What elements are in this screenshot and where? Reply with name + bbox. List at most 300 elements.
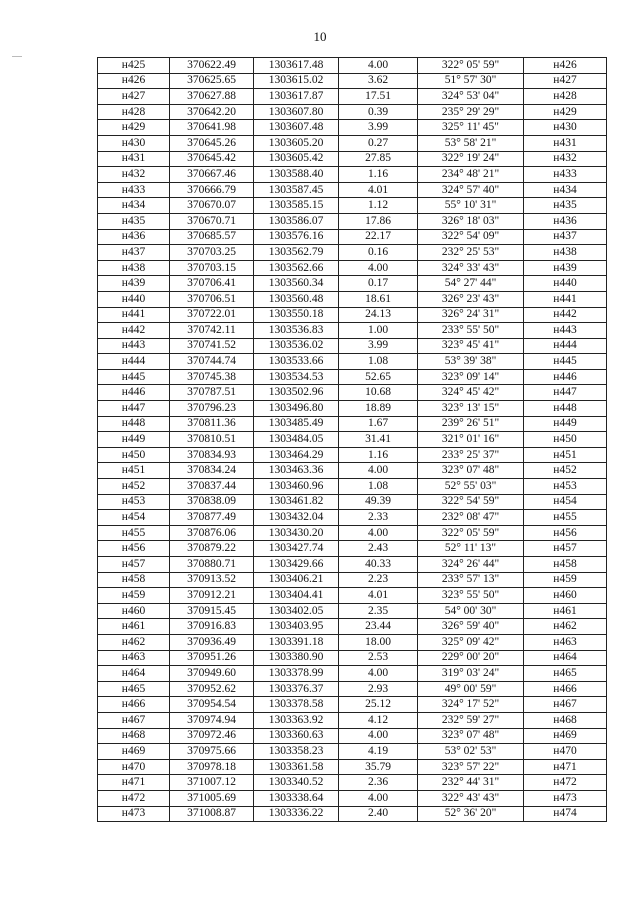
table-row <box>98 634 607 650</box>
y-coordinate-cell: 1303536.83 <box>254 323 339 339</box>
table-row <box>98 588 607 604</box>
x-coordinate-cell: 370834.93 <box>170 447 254 463</box>
distance-cell: 4.12 <box>339 712 418 728</box>
bearing-cell: 323° 07' 48" <box>418 728 524 744</box>
point-from-cell: н468 <box>98 728 170 744</box>
y-coordinate-cell: 1303464.29 <box>254 447 339 463</box>
distance-cell: 0.16 <box>339 245 418 261</box>
table-row <box>98 369 607 385</box>
point-from-cell: н442 <box>98 323 170 339</box>
y-coordinate-cell: 1303587.45 <box>254 182 339 198</box>
y-coordinate-cell: 1303550.18 <box>254 307 339 323</box>
distance-cell: 4.00 <box>339 790 418 806</box>
point-from-cell: н436 <box>98 229 170 245</box>
distance-cell: 4.00 <box>339 58 418 74</box>
x-coordinate-cell: 370975.66 <box>170 744 254 760</box>
x-coordinate-cell: 370627.88 <box>170 89 254 105</box>
y-coordinate-cell: 1303363.92 <box>254 712 339 728</box>
y-coordinate-cell: 1303340.52 <box>254 775 339 791</box>
point-to-cell: н467 <box>524 697 607 713</box>
point-from-cell: н449 <box>98 432 170 448</box>
y-coordinate-cell: 1303427.74 <box>254 541 339 557</box>
point-to-cell: н436 <box>524 213 607 229</box>
table-row <box>98 213 607 229</box>
y-coordinate-cell: 1303360.63 <box>254 728 339 744</box>
bearing-cell: 233° 25' 37" <box>418 447 524 463</box>
table-row <box>98 245 607 261</box>
x-coordinate-cell: 370879.22 <box>170 541 254 557</box>
point-to-cell: н452 <box>524 463 607 479</box>
y-coordinate-cell: 1303560.48 <box>254 291 339 307</box>
y-coordinate-cell: 1303406.21 <box>254 572 339 588</box>
bearing-cell: 52° 36' 20" <box>418 806 524 822</box>
bearing-cell: 323° 07' 48" <box>418 463 524 479</box>
point-from-cell: н450 <box>98 447 170 463</box>
distance-cell: 4.01 <box>339 182 418 198</box>
bearing-cell: 233° 57' 13" <box>418 572 524 588</box>
point-to-cell: н449 <box>524 416 607 432</box>
y-coordinate-cell: 1303378.58 <box>254 697 339 713</box>
point-to-cell: н426 <box>524 58 607 74</box>
x-coordinate-cell: 370951.26 <box>170 650 254 666</box>
point-to-cell: н438 <box>524 245 607 261</box>
distance-cell: 17.86 <box>339 213 418 229</box>
point-to-cell: н473 <box>524 790 607 806</box>
y-coordinate-cell: 1303605.42 <box>254 151 339 167</box>
table-row <box>98 603 607 619</box>
bearing-cell: 326° 18' 03" <box>418 213 524 229</box>
point-from-cell: н458 <box>98 572 170 588</box>
table-row <box>98 479 607 495</box>
y-coordinate-cell: 1303378.99 <box>254 666 339 682</box>
distance-cell: 0.39 <box>339 104 418 120</box>
table-row <box>98 728 607 744</box>
distance-cell: 4.00 <box>339 666 418 682</box>
bearing-cell: 232° 25' 53" <box>418 245 524 261</box>
y-coordinate-cell: 1303533.66 <box>254 354 339 370</box>
table-row <box>98 354 607 370</box>
x-coordinate-cell: 370685.57 <box>170 229 254 245</box>
bearing-cell: 54° 27' 44" <box>418 276 524 292</box>
table-row <box>98 167 607 183</box>
distance-cell: 4.00 <box>339 525 418 541</box>
y-coordinate-cell: 1303560.34 <box>254 276 339 292</box>
y-coordinate-cell: 1303617.87 <box>254 89 339 105</box>
point-to-cell: н454 <box>524 494 607 510</box>
point-to-cell: н437 <box>524 229 607 245</box>
bearing-cell: 326° 24' 31" <box>418 307 524 323</box>
table-row <box>98 307 607 323</box>
point-from-cell: н457 <box>98 557 170 573</box>
x-coordinate-cell: 370796.23 <box>170 401 254 417</box>
point-from-cell: н426 <box>98 73 170 89</box>
point-to-cell: н463 <box>524 634 607 650</box>
y-coordinate-cell: 1303607.48 <box>254 120 339 136</box>
distance-cell: 2.53 <box>339 650 418 666</box>
x-coordinate-cell: 370915.45 <box>170 603 254 619</box>
distance-cell: 49.39 <box>339 494 418 510</box>
distance-cell: 2.35 <box>339 603 418 619</box>
bearing-cell: 52° 55' 03" <box>418 479 524 495</box>
y-coordinate-cell: 1303338.64 <box>254 790 339 806</box>
point-to-cell: н460 <box>524 588 607 604</box>
point-from-cell: н465 <box>98 681 170 697</box>
point-from-cell: н441 <box>98 307 170 323</box>
bearing-cell: 54° 00' 30" <box>418 603 524 619</box>
point-from-cell: н427 <box>98 89 170 105</box>
bearing-cell: 324° 53' 04" <box>418 89 524 105</box>
bearing-cell: 232° 59' 27" <box>418 712 524 728</box>
y-coordinate-cell: 1303484.05 <box>254 432 339 448</box>
distance-cell: 24.13 <box>339 307 418 323</box>
y-coordinate-cell: 1303403.95 <box>254 619 339 635</box>
table-row <box>98 619 607 635</box>
bearing-cell: 324° 33' 43" <box>418 260 524 276</box>
point-to-cell: н429 <box>524 104 607 120</box>
table-row <box>98 650 607 666</box>
x-coordinate-cell: 370703.25 <box>170 245 254 261</box>
point-to-cell: н461 <box>524 603 607 619</box>
point-from-cell: н456 <box>98 541 170 557</box>
distance-cell: 1.00 <box>339 323 418 339</box>
point-to-cell: н440 <box>524 276 607 292</box>
point-from-cell: н467 <box>98 712 170 728</box>
bearing-cell: 326° 59' 40" <box>418 619 524 635</box>
table-row <box>98 198 607 214</box>
point-from-cell: н451 <box>98 463 170 479</box>
x-coordinate-cell: 370670.71 <box>170 213 254 229</box>
point-to-cell: н458 <box>524 557 607 573</box>
table-row <box>98 432 607 448</box>
point-to-cell: н427 <box>524 73 607 89</box>
distance-cell: 25.12 <box>339 697 418 713</box>
distance-cell: 27.85 <box>339 151 418 167</box>
y-coordinate-cell: 1303361.58 <box>254 759 339 775</box>
table-row <box>98 697 607 713</box>
point-to-cell: н431 <box>524 135 607 151</box>
table-row <box>98 151 607 167</box>
x-coordinate-cell: 370744.74 <box>170 354 254 370</box>
point-from-cell: н432 <box>98 167 170 183</box>
x-coordinate-cell: 370645.26 <box>170 135 254 151</box>
bearing-cell: 235° 29' 29" <box>418 104 524 120</box>
x-coordinate-cell: 370978.18 <box>170 759 254 775</box>
table-row <box>98 525 607 541</box>
bearing-cell: 52° 11' 13" <box>418 541 524 557</box>
y-coordinate-cell: 1303391.18 <box>254 634 339 650</box>
point-from-cell: н462 <box>98 634 170 650</box>
x-coordinate-cell: 370622.49 <box>170 58 254 74</box>
distance-cell: 52.65 <box>339 369 418 385</box>
point-from-cell: н470 <box>98 759 170 775</box>
table-row <box>98 572 607 588</box>
bearing-cell: 51° 57' 30" <box>418 73 524 89</box>
point-from-cell: н469 <box>98 744 170 760</box>
table-row <box>98 182 607 198</box>
point-to-cell: н442 <box>524 307 607 323</box>
x-coordinate-cell: 370972.46 <box>170 728 254 744</box>
point-to-cell: н466 <box>524 681 607 697</box>
distance-cell: 23.44 <box>339 619 418 635</box>
point-to-cell: н433 <box>524 167 607 183</box>
y-coordinate-cell: 1303576.16 <box>254 229 339 245</box>
point-from-cell: н447 <box>98 401 170 417</box>
y-coordinate-cell: 1303502.96 <box>254 385 339 401</box>
distance-cell: 1.16 <box>339 447 418 463</box>
x-coordinate-cell: 370641.98 <box>170 120 254 136</box>
bearing-cell: 53° 02' 53" <box>418 744 524 760</box>
y-coordinate-cell: 1303605.20 <box>254 135 339 151</box>
point-to-cell: н471 <box>524 759 607 775</box>
table-row <box>98 323 607 339</box>
y-coordinate-cell: 1303536.02 <box>254 338 339 354</box>
distance-cell: 2.40 <box>339 806 418 822</box>
distance-cell: 17.51 <box>339 89 418 105</box>
x-coordinate-cell: 370787.51 <box>170 385 254 401</box>
table-row <box>98 104 607 120</box>
bearing-cell: 325° 09' 42" <box>418 634 524 650</box>
point-to-cell: н457 <box>524 541 607 557</box>
point-to-cell: н434 <box>524 182 607 198</box>
point-to-cell: н451 <box>524 447 607 463</box>
point-to-cell: н443 <box>524 323 607 339</box>
distance-cell: 3.99 <box>339 338 418 354</box>
point-from-cell: н443 <box>98 338 170 354</box>
x-coordinate-cell: 370703.15 <box>170 260 254 276</box>
table-row <box>98 276 607 292</box>
distance-cell: 2.23 <box>339 572 418 588</box>
x-coordinate-cell: 370666.79 <box>170 182 254 198</box>
y-coordinate-cell: 1303430.20 <box>254 525 339 541</box>
x-coordinate-cell: 370706.41 <box>170 276 254 292</box>
point-to-cell: н468 <box>524 712 607 728</box>
bearing-cell: 321° 01' 16" <box>418 432 524 448</box>
point-to-cell: н450 <box>524 432 607 448</box>
x-coordinate-cell: 370974.94 <box>170 712 254 728</box>
table-row <box>98 666 607 682</box>
table-row <box>98 416 607 432</box>
point-to-cell: н441 <box>524 291 607 307</box>
bearing-cell: 319° 03' 24" <box>418 666 524 682</box>
y-coordinate-cell: 1303380.90 <box>254 650 339 666</box>
table-row <box>98 541 607 557</box>
table-row <box>98 291 607 307</box>
y-coordinate-cell: 1303429.66 <box>254 557 339 573</box>
table-row <box>98 89 607 105</box>
point-from-cell: н453 <box>98 494 170 510</box>
point-to-cell: н448 <box>524 401 607 417</box>
point-from-cell: н459 <box>98 588 170 604</box>
point-from-cell: н454 <box>98 510 170 526</box>
point-to-cell: н464 <box>524 650 607 666</box>
point-from-cell: н466 <box>98 697 170 713</box>
point-to-cell: н439 <box>524 260 607 276</box>
table-row <box>98 806 607 822</box>
distance-cell: 18.00 <box>339 634 418 650</box>
y-coordinate-cell: 1303615.02 <box>254 73 339 89</box>
point-from-cell: н434 <box>98 198 170 214</box>
y-coordinate-cell: 1303534.53 <box>254 369 339 385</box>
y-coordinate-cell: 1303404.41 <box>254 588 339 604</box>
bearing-cell: 324° 26' 44" <box>418 557 524 573</box>
table-row <box>98 775 607 791</box>
table-row <box>98 135 607 151</box>
point-from-cell: н445 <box>98 369 170 385</box>
bearing-cell: 232° 44' 31" <box>418 775 524 791</box>
distance-cell: 3.62 <box>339 73 418 89</box>
point-to-cell: н428 <box>524 89 607 105</box>
coordinates-table <box>97 57 607 822</box>
table-row <box>98 790 607 806</box>
bearing-cell: 323° 57' 22" <box>418 759 524 775</box>
distance-cell: 4.19 <box>339 744 418 760</box>
x-coordinate-cell: 370645.42 <box>170 151 254 167</box>
point-to-cell: н447 <box>524 385 607 401</box>
bearing-cell: 234° 48' 21" <box>418 167 524 183</box>
point-to-cell: н474 <box>524 806 607 822</box>
distance-cell: 18.61 <box>339 291 418 307</box>
y-coordinate-cell: 1303402.05 <box>254 603 339 619</box>
distance-cell: 2.43 <box>339 541 418 557</box>
distance-cell: 18.89 <box>339 401 418 417</box>
x-coordinate-cell: 371007.12 <box>170 775 254 791</box>
distance-cell: 2.36 <box>339 775 418 791</box>
point-to-cell: н465 <box>524 666 607 682</box>
distance-cell: 22.17 <box>339 229 418 245</box>
point-to-cell: н435 <box>524 198 607 214</box>
distance-cell: 4.00 <box>339 728 418 744</box>
bearing-cell: 325° 11' 45" <box>418 120 524 136</box>
point-from-cell: н435 <box>98 213 170 229</box>
point-from-cell: н472 <box>98 790 170 806</box>
distance-cell: 0.17 <box>339 276 418 292</box>
point-from-cell: н437 <box>98 245 170 261</box>
bearing-cell: 322° 54' 09" <box>418 229 524 245</box>
bearing-cell: 322° 19' 24" <box>418 151 524 167</box>
table-row <box>98 557 607 573</box>
x-coordinate-cell: 370949.60 <box>170 666 254 682</box>
table-row <box>98 447 607 463</box>
y-coordinate-cell: 1303376.37 <box>254 681 339 697</box>
point-from-cell: н461 <box>98 619 170 635</box>
point-from-cell: н448 <box>98 416 170 432</box>
point-from-cell: н473 <box>98 806 170 822</box>
x-coordinate-cell: 370722.01 <box>170 307 254 323</box>
point-from-cell: н444 <box>98 354 170 370</box>
point-to-cell: н445 <box>524 354 607 370</box>
bearing-cell: 323° 55' 50" <box>418 588 524 604</box>
bearing-cell: 322° 54' 59" <box>418 494 524 510</box>
distance-cell: 1.16 <box>339 167 418 183</box>
bearing-cell: 322° 05' 59" <box>418 58 524 74</box>
distance-cell: 1.67 <box>339 416 418 432</box>
scan-edge-mark <box>12 56 22 57</box>
point-from-cell: н452 <box>98 479 170 495</box>
y-coordinate-cell: 1303358.23 <box>254 744 339 760</box>
y-coordinate-cell: 1303607.80 <box>254 104 339 120</box>
distance-cell: 1.08 <box>339 479 418 495</box>
x-coordinate-cell: 370810.51 <box>170 432 254 448</box>
distance-cell: 2.33 <box>339 510 418 526</box>
y-coordinate-cell: 1303461.82 <box>254 494 339 510</box>
bearing-cell: 324° 57' 40" <box>418 182 524 198</box>
page-number: 10 <box>313 29 327 44</box>
x-coordinate-cell: 370954.54 <box>170 697 254 713</box>
point-to-cell: н472 <box>524 775 607 791</box>
y-coordinate-cell: 1303485.49 <box>254 416 339 432</box>
table-row <box>98 58 607 74</box>
x-coordinate-cell: 370667.46 <box>170 167 254 183</box>
y-coordinate-cell: 1303460.96 <box>254 479 339 495</box>
point-from-cell: н463 <box>98 650 170 666</box>
distance-cell: 10.68 <box>339 385 418 401</box>
table-row <box>98 463 607 479</box>
distance-cell: 1.08 <box>339 354 418 370</box>
bearing-cell: 322° 43' 43" <box>418 790 524 806</box>
table-row <box>98 712 607 728</box>
point-from-cell: н433 <box>98 182 170 198</box>
bearing-cell: 323° 09' 14" <box>418 369 524 385</box>
table-row <box>98 120 607 136</box>
table-row <box>98 385 607 401</box>
distance-cell: 1.12 <box>339 198 418 214</box>
table-row <box>98 401 607 417</box>
point-to-cell: н453 <box>524 479 607 495</box>
y-coordinate-cell: 1303562.79 <box>254 245 339 261</box>
y-coordinate-cell: 1303496.80 <box>254 401 339 417</box>
distance-cell: 3.99 <box>339 120 418 136</box>
point-to-cell: н462 <box>524 619 607 635</box>
bearing-cell: 322° 05' 59" <box>418 525 524 541</box>
x-coordinate-cell: 370625.65 <box>170 73 254 89</box>
y-coordinate-cell: 1303588.40 <box>254 167 339 183</box>
x-coordinate-cell: 370936.49 <box>170 634 254 650</box>
y-coordinate-cell: 1303617.48 <box>254 58 339 74</box>
distance-cell: 31.41 <box>339 432 418 448</box>
x-coordinate-cell: 371005.69 <box>170 790 254 806</box>
x-coordinate-cell: 370706.51 <box>170 291 254 307</box>
point-from-cell: н455 <box>98 525 170 541</box>
point-to-cell: н469 <box>524 728 607 744</box>
x-coordinate-cell: 370838.09 <box>170 494 254 510</box>
x-coordinate-cell: 370811.36 <box>170 416 254 432</box>
distance-cell: 35.79 <box>339 759 418 775</box>
table-row <box>98 494 607 510</box>
x-coordinate-cell: 370912.21 <box>170 588 254 604</box>
point-to-cell: н446 <box>524 369 607 385</box>
point-to-cell: н459 <box>524 572 607 588</box>
bearing-cell: 326° 23' 43" <box>418 291 524 307</box>
bearing-cell: 49° 00' 59" <box>418 681 524 697</box>
bearing-cell: 55° 10' 31" <box>418 198 524 214</box>
point-to-cell: н456 <box>524 525 607 541</box>
x-coordinate-cell: 370642.20 <box>170 104 254 120</box>
x-coordinate-cell: 370670.07 <box>170 198 254 214</box>
x-coordinate-cell: 370877.49 <box>170 510 254 526</box>
bearing-cell: 229° 00' 20" <box>418 650 524 666</box>
table-row <box>98 338 607 354</box>
point-to-cell: н444 <box>524 338 607 354</box>
distance-cell: 0.27 <box>339 135 418 151</box>
distance-cell: 40.33 <box>339 557 418 573</box>
point-from-cell: н428 <box>98 104 170 120</box>
distance-cell: 4.00 <box>339 260 418 276</box>
x-coordinate-cell: 370916.83 <box>170 619 254 635</box>
point-from-cell: н464 <box>98 666 170 682</box>
bearing-cell: 53° 58' 21" <box>418 135 524 151</box>
y-coordinate-cell: 1303586.07 <box>254 213 339 229</box>
x-coordinate-cell: 370742.11 <box>170 323 254 339</box>
